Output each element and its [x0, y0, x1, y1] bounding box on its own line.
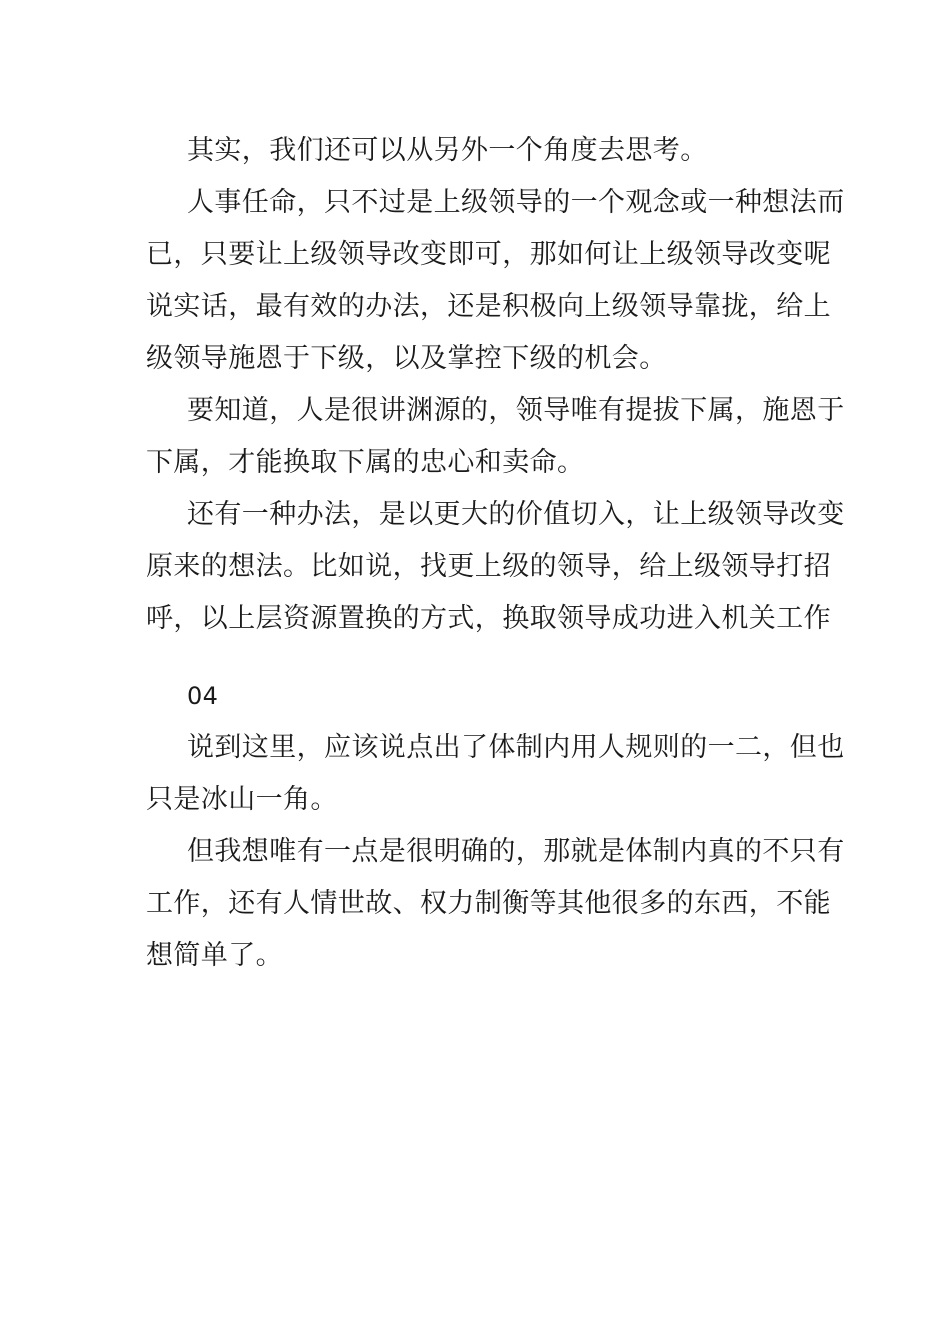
paragraph — [146, 385, 845, 489]
paragraph-line: 下属，才能换取下属的忠心和卖命。 — [146, 447, 585, 478]
paragraph-line: 还有一种办法，是以更大的价值切入，让上级领导改变 — [187, 499, 845, 530]
paragraph-line: 但我想唯有一点是很明确的，那就是体制内真的不只有 — [187, 836, 845, 867]
paragraph-line: 已，只要让上级领导改变即可，那如何让上级领导改变呢 — [146, 239, 831, 270]
paragraph — [146, 826, 845, 982]
paragraph-line: 只是冰山一角。 — [146, 784, 338, 815]
paragraph — [146, 125, 806, 177]
paragraph — [146, 177, 845, 385]
paragraph — [146, 489, 845, 645]
text-block-1 — [146, 125, 845, 645]
paragraph-line: 要知道，人是很讲渊源的，领导唯有提拔下属，施恩于 — [187, 395, 845, 426]
paragraph-line: 工作，还有人情世故、权力制衡等其他很多的东西，不能 — [146, 888, 831, 919]
paragraph-line: 说实话，最有效的办法，还是积极向上级领导靠拢，给上 — [146, 291, 831, 322]
paragraph-line: 其实，我们还可以从另外一个角度去思考。 — [187, 135, 708, 166]
paragraph-line: 人事任命，只不过是上级领导的一个观念或一种想法而 — [187, 187, 845, 218]
paragraph — [146, 722, 845, 826]
paragraph-line: 想简单了。 — [146, 940, 283, 971]
section-heading-block — [146, 670, 806, 722]
text-block-2 — [146, 722, 845, 982]
paragraph-line: 原来的想法。比如说，找更上级的领导，给上级领导打招 — [146, 551, 831, 582]
paragraph-line: 级领导施恩于下级，以及掌控下级的机会。 — [146, 343, 667, 374]
paragraph-line: 说到这里，应该说点出了体制内用人规则的一二，但也 — [187, 732, 845, 763]
paragraph-line: 呼，以上层资源置换的方式，换取领导成功进入机关工作 — [146, 603, 831, 634]
section-heading: 04 — [187, 682, 219, 710]
